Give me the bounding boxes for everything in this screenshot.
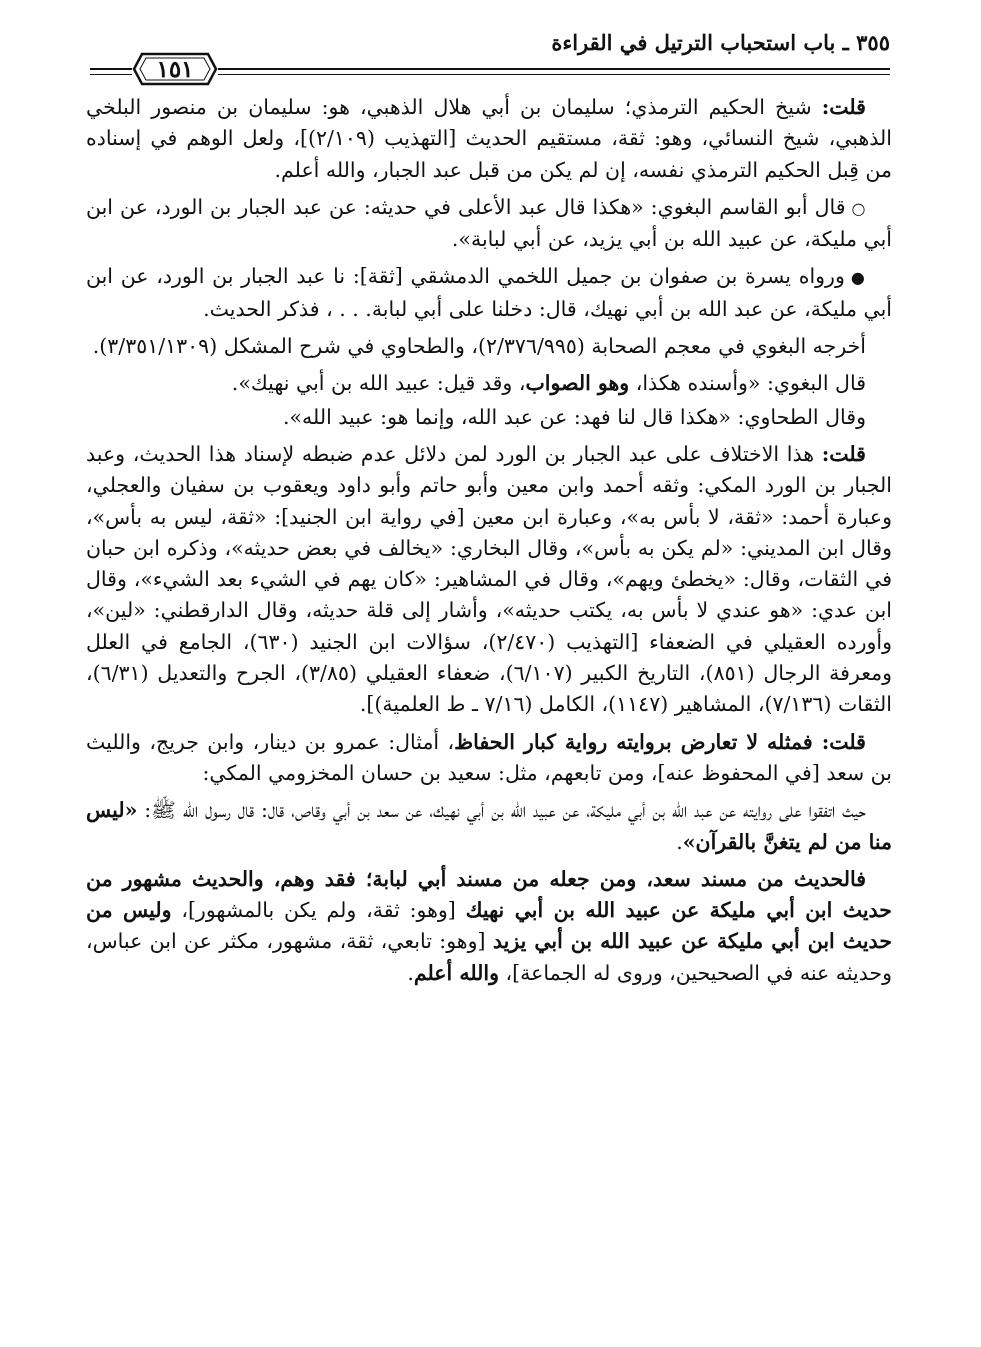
paragraph-text: قال البغوي: «وأسنده هكذا، <box>629 371 866 396</box>
paragraph-3 <box>86 261 892 325</box>
paragraph-text: [وهو: تابعي، ثقة، مشهور، مكثر عن ابن عباس، وحديثه عنه في الصحيحين، وروى له الجماعة]، <box>86 929 892 985</box>
hollow-circle-icon: ○ <box>851 198 866 218</box>
lead-word: قلت: <box>821 729 866 754</box>
paragraph-text: هذا الاختلاف على عبد الجبار بن الورد لمن دلائل عدم ضبطه لإسناد هذا الحديث، وعبد الجبار بن الورد المكي: وثقه أحمد وابن معين وأبو حاتم وأبو داود ويعقوب بن سفيان والعجلي، وعبارة أحمد: «ثقة، لا بأس به»، وعبارة ابن معين [في رواية ابن الجنيد]: «ثقة، ليس به بأس»، وقال ابن المديني: «لم يكن به بأس»، وقال البخاري: «يخالف في بعض حديثه»، وذكره ابن حبان في الثقات، وقال: «يخطئ ويهم»، وقال في المشاهير: «كان يهم في الشيء بعد الشيء»، وقال ابن عدي: «هو عندي لا بأس به، يكتب حديثه»، وأشار إلى قلة حديثه، وقال الدارقطني: «لين»، وأورده العقيلي في الضعفاء [التهذيب (٢/٤٧٠)، سؤالات ابن الجنيد (٦٣٠)، الجامع في العلل ومعرفة الرجال (٨٥١)، التاريخ الكبير (٦/١٠٧)، ضعفاء العقيلي (٣/٨٥)، الجرح والتعديل (٦/٣١)، الثقات (٧/١٣٦)، المشاهير (١١٤٧)، الكامل (٧/١٦ ـ ط العلمية)]. <box>86 441 893 717</box>
bold-phrase: وهو الصواب <box>525 371 630 396</box>
paragraph-text: [وهو: ثقة، ولم يكن بالمشهور]، <box>171 898 466 923</box>
paragraph-text: ، وقد قيل: عبيد الله بن أبي نهيك». <box>231 371 526 396</box>
paragraph-text: وقال الطحاوي: «هكذا قال لنا فهد: عن عبد الله، وإنما هو: عبيد الله». <box>283 404 866 429</box>
paragraph-7 <box>86 439 892 721</box>
paragraph-10 <box>86 864 892 989</box>
page-header <box>90 28 890 83</box>
bold-phrase: فمثله لا تعارض بروايته رواية كبار الحفاظ <box>454 729 822 754</box>
bold-phrase: والله أعلم <box>413 960 499 985</box>
paragraph-8 <box>86 727 892 790</box>
page-number: ١٥١ <box>156 55 194 83</box>
paragraph-1 <box>86 92 892 186</box>
paragraph-6 <box>86 402 892 433</box>
paragraph-text: ورواه يسرة بن صفوان بن جميل اللخمي الدمشقي [ثقة]: نا عبد الجبار بن الورد، عن ابن أبي مليكة، عن عبد الله بن أبي نهيك، قال: دخلنا على أبي لبابة. . . ، فذكر الحديث. <box>86 264 892 321</box>
bold-phrase: وليس من حديث ابن أبي مليكة عن عبيد الله بن أبي يزيد <box>86 898 892 954</box>
paragraph-4 <box>86 331 892 362</box>
paragraph-text: . <box>676 829 683 854</box>
hadith-quote: «ليس منا من لم يتغنَّ بالقرآن» <box>86 798 892 854</box>
lead-word: قلت: <box>821 441 866 466</box>
paragraph-text: . <box>407 960 414 985</box>
paragraph-9 <box>86 795 892 858</box>
lead-word: قلت: <box>821 95 866 119</box>
paragraph-text: أخرجه البغوي في معجم الصحابة (٢/٣٧٦/٩٩٥)، والطحاوي في شرح المشكل (٣/٣٥١/١٣٠٩). <box>92 334 866 359</box>
bold-phrase: فالحديث من مسند سعد، ومن جعله من مسند أبي لبابة؛ فقد وهم، والحديث مشهور من حديث ابن أبي مليكة عن عبيد الله بن أبي نهيك <box>86 866 892 923</box>
filled-circle-icon: ● <box>850 268 866 288</box>
paragraph-2 <box>86 192 892 256</box>
paragraph-text: قال أبو القاسم البغوي: «هكذا قال عبد الأعلى في حديثه: عن عبد الجبار بن الورد، عن ابن أبي مليكة، عن عبيد الله بن أبي يزيد، عن أبي لبابة». <box>86 194 892 252</box>
paragraph-text: ، أمثال: عمرو بن دينار، وابن جريج، والليث بن سعد [في المحفوظ عنه]، ومن تابعهم، مثل: سعيد بن حسان المخزومي المكي: <box>86 729 892 785</box>
page-number-badge <box>132 50 218 88</box>
page-body <box>86 92 892 995</box>
chapter-title: ٣٥٥ ـ باب استحباب الترتيل في القراءة <box>551 30 890 55</box>
paragraph-text: حيث اتفقوا على روايته عن عبد الله بن أبي مليكة، عن عبيد الله بن أبي نهيك، عن سعد بن أبي وقاص، قال: قال رسول الله ﷺ: <box>137 798 866 823</box>
paragraph-text: شيخ الحكيم الترمذي؛ سليمان بن أبي هلال الذهبي، هو: سليمان بن منصور البلخي الذهبي، شيخ النسائي، وهو: ثقة، مستقيم الحديث [التهذيب (٢/١٠٩)]، ولعل الوهم في إسناده من قِبل الحكيم الترمذي نفسه، إن لم يكن من قبل عبد الجبار، والله أعلم. <box>86 95 892 182</box>
paragraph-5 <box>86 368 892 399</box>
